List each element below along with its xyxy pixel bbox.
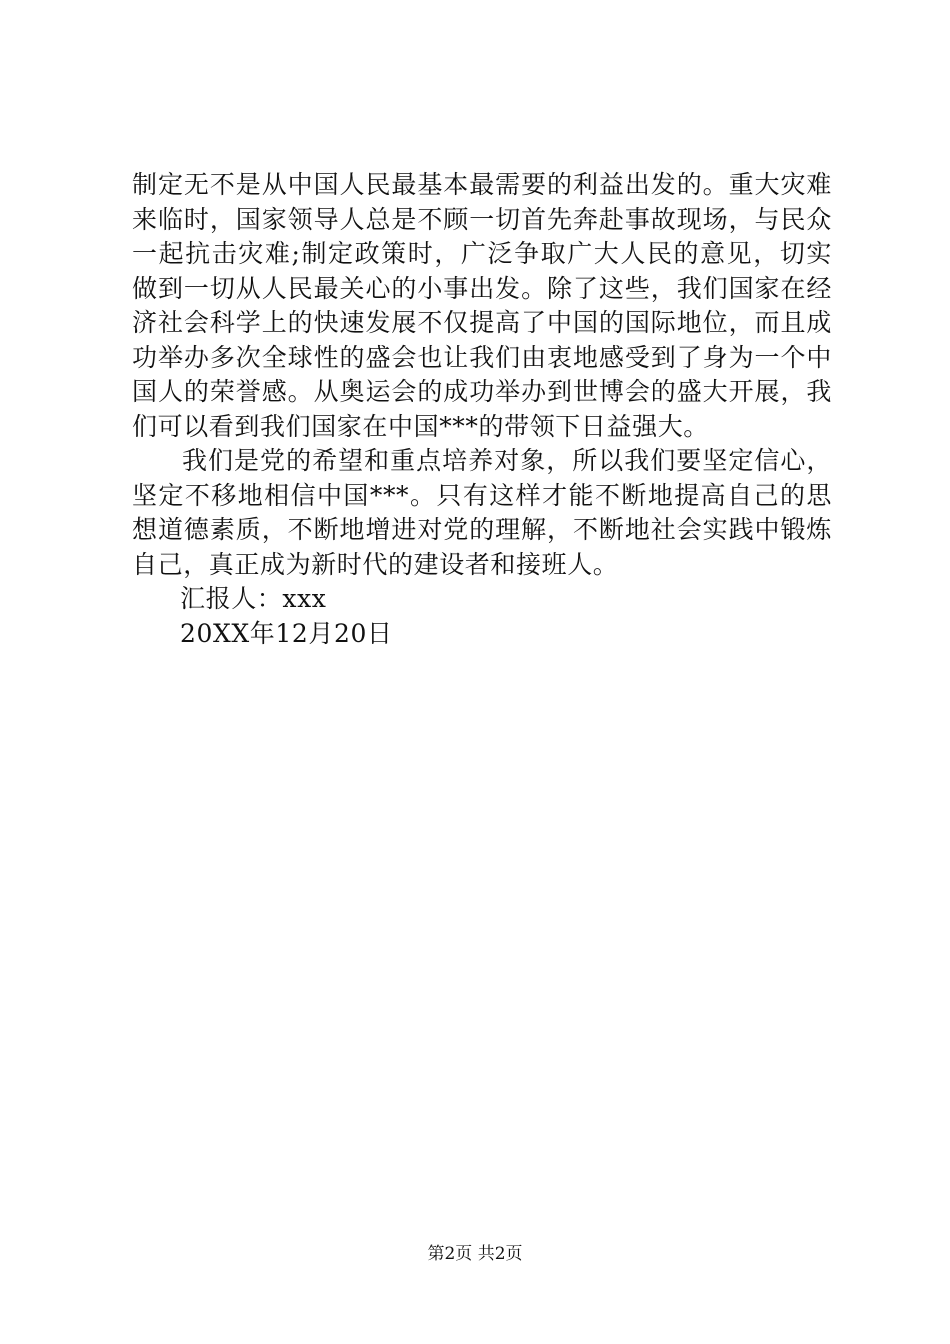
paragraph-continuation: 制定无不是从中国人民最基本最需要的利益出发的。重大灾难来临时，国家领导人总是不顾一切首先奔赴事故现场，与民众一起抗击灾难;制定政策时，广泛争取广大人民的意见，切实做到一切从人民最关心的小事出发。除了这些，我们国家在经济社会科学上的快速发展不仅提高了中国的国际地位，而且成功举办多次全球性的盛会也让我们由衷地感受到了身为一个中国人的荣誉感。从奥运会的成功举办到世博会的盛大开展，我们可以看到我们国家在中国***的带领下日益强大。: [132, 170, 832, 441]
reporter-signature: 汇报人：xxx: [180, 584, 327, 613]
page-footer: 第2页 共2页: [427, 1244, 523, 1264]
report-date: 20XX年12月20日: [180, 618, 393, 648]
paragraph-party-commitment: 我们是党的希望和重点培养对象，所以我们要坚定信心，坚定不移地相信中国***。只有这样才能不断地提高自己的思想道德素质，不断地增进对党的理解，不断地社会实践中锻炼自己，真正成为新时代的建设者和接班人。: [132, 446, 832, 579]
document-body: [132, 168, 832, 651]
